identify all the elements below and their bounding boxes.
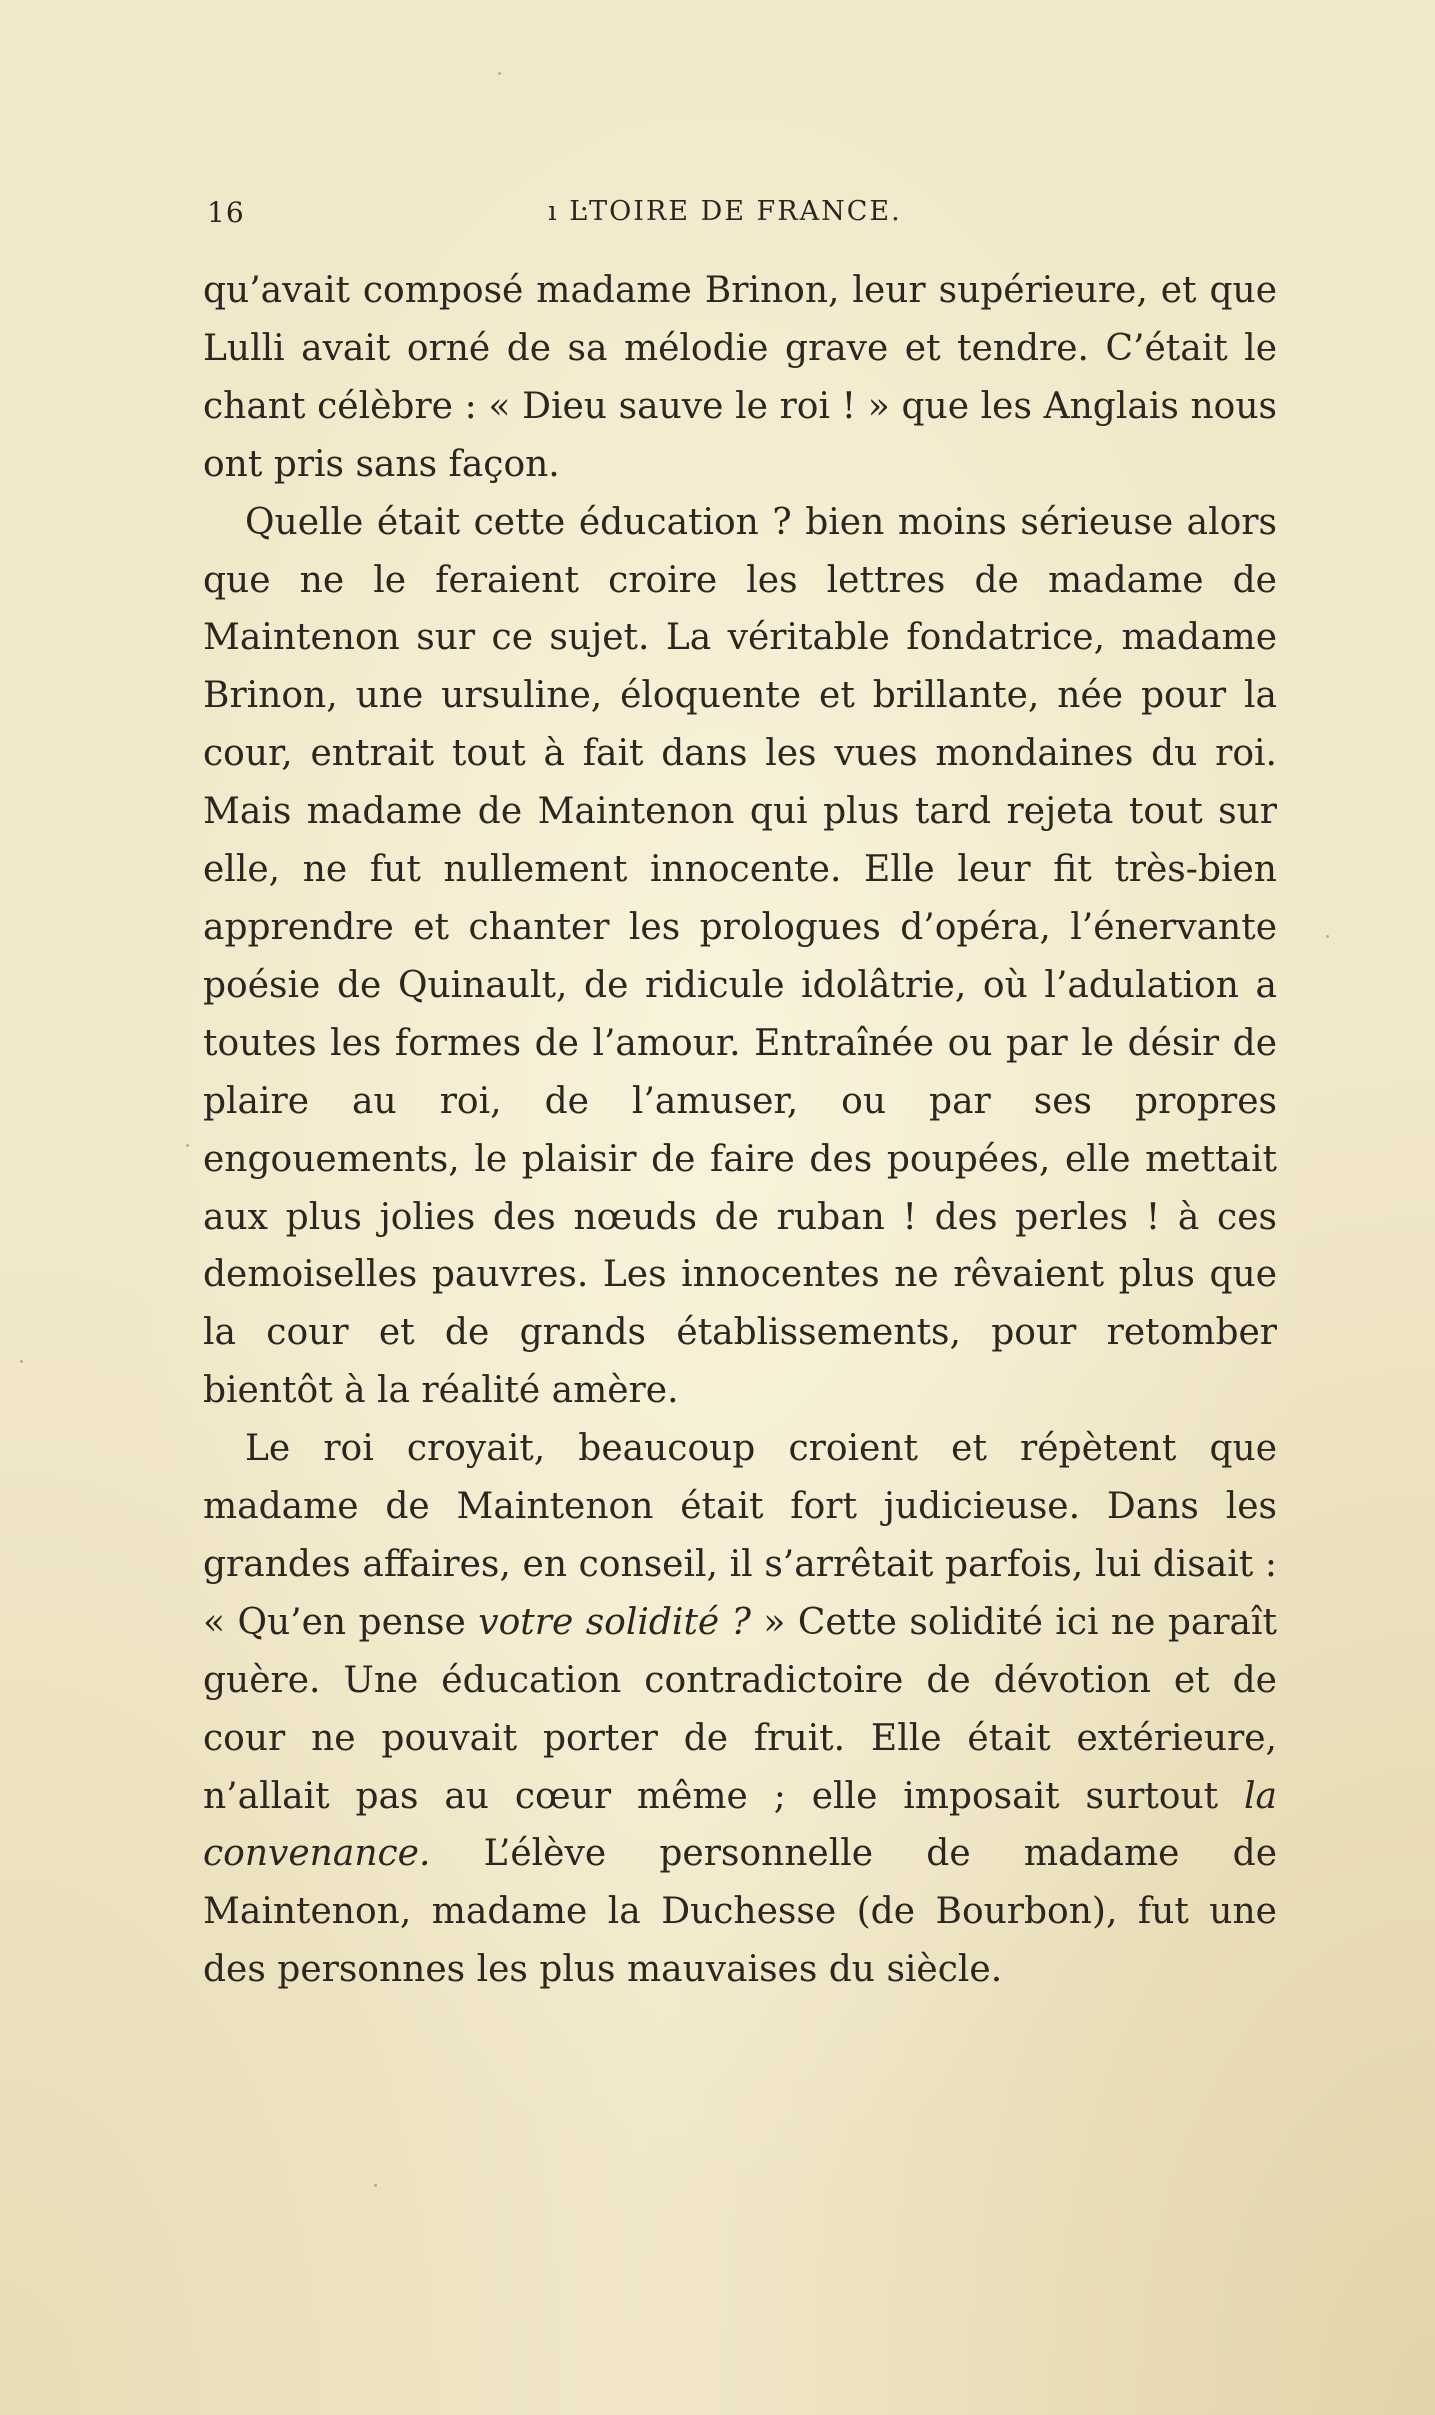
- body-text: [203, 262, 1277, 1999]
- paper-speck: [1326, 935, 1329, 938]
- paragraph-3-italic-1: votre solidité ?: [478, 1601, 751, 1643]
- paragraph-3-part-2: » Cette solidité ici ne paraît guère. Une éducation contradictoire de dévotion et de cour ne pouvait porter de fruit. Elle était extérieure, n’allait pas au cœur même ; elle imposait surtout: [203, 1601, 1278, 1817]
- page-number: 16: [207, 196, 245, 229]
- running-head: [0, 196, 1435, 236]
- paper-speck: [374, 2184, 377, 2187]
- paragraph-3: [203, 1420, 1277, 1999]
- paper-speck: [186, 1144, 189, 1147]
- paragraph-2: Quelle était cette éducation ? bien moins sérieuse alors que ne le feraient croire les lettres de madame de Maintenon sur ce sujet. La véritable fondatrice, madame Brinon, une ursuline, éloquente et brillante, née pour la cour, entrait tout à fait dans les vues mondaines du roi. Mais madame de Maintenon qui plus tard rejeta tout sur elle, ne fut nullement innocente. Elle leur fit très-bien apprendre et chanter les prologues d’opéra, l’énervante poésie de Quinault, de ridicule idolâtrie, où l’adulation a toutes les formes de l’amour. Entraînée ou par le désir de plaire au roi, de l’amuser, ou par ses propres engouements, le plaisir de faire des poupées, elle mettait aux plus jolies des nœuds de ruban ! des perles ! à ces demoiselles pauvres. Les innocentes ne rêvaient plus que la cour et de grands établissements, pour retomber bientôt à la réalité amère.: [203, 501, 1277, 1412]
- paragraph-3-part-1: Le roi croyait, beaucoup croient et répètent que madame de Maintenon était fort judicieuse. Dans les grandes affaires, en conseil, il s’arrêtait parfois, lui disait : « Qu’en pense: [203, 1428, 1277, 1643]
- paragraph-1: qu’avait composé madame Brinon, leur supérieure, et que Lulli avait orné de sa mélodie grave et tendre. C’était le chant célèbre : « Dieu sauve le roi ! » que les Anglais nous ont pris sans façon.: [203, 270, 1277, 485]
- paragraph-3-italic-2: la convenance.: [203, 1775, 1277, 1875]
- paragraph-3-part-3: L’élève personnelle de madame de Maintenon, madame la Duchesse (de Bourbon), fut une des personnes les plus mauvaises du siècle.: [203, 1833, 1277, 1991]
- paper-speck: [20, 1360, 23, 1363]
- running-title: ı ĿTOIRE DE FRANCE.: [548, 196, 902, 227]
- paper-speck: [498, 72, 501, 75]
